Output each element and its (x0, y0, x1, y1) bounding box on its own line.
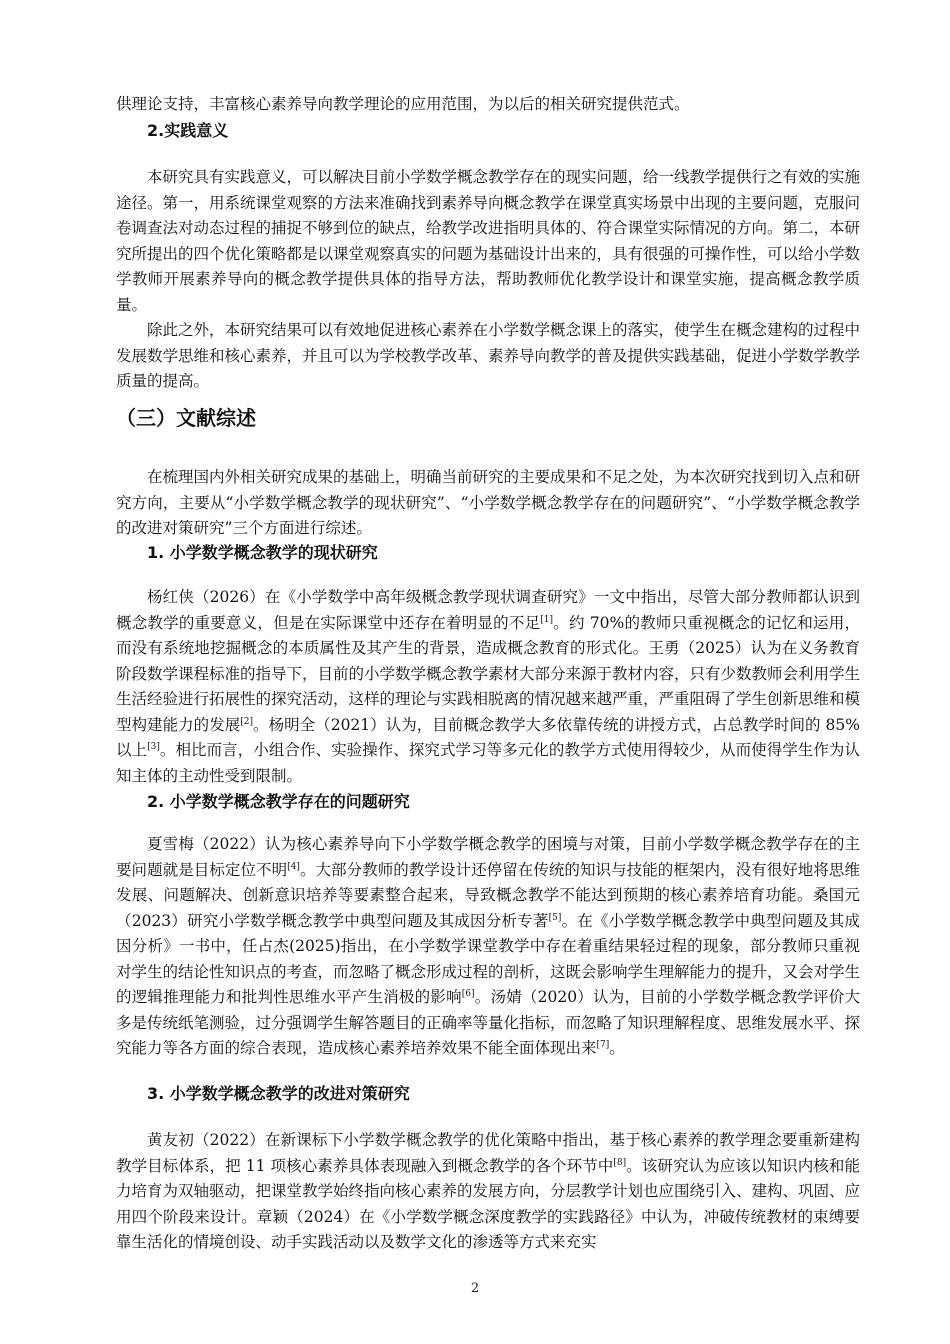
section-2-paragraph (116, 832, 860, 1062)
section-1-heading: 1. 小学数学概念教学的现状研究 (147, 543, 378, 562)
practice-paragraph-1: 本研究具有实践意义，可以解决目前小学数学概念教学存在的现实问题，给一线教学提供行之有效的实施途径。第一，用系统课堂观察的方法来准确找到素养导向概念教学在课堂真实场景中出现的主要问题，克服问卷调查法对动态过程的捕捉不够到位的缺点，给教学改进指明具体的、符合课堂实际情况的方向。第二，本研究所提出的四个优化策略都是以课堂观察真实的问题为基础设计出来的，具有很强的可操作性，可以给小学数学教师开展素养导向的概念教学提供具体的指导方法，帮助教师优化教学设计和课堂实施，提高概念教学质量。 (116, 168, 861, 314)
section-2-text-b: 。大部分教师的教学设计还停留在传统的知识与技能的框架内，没有很好地将思维发展、问题解决、创新意识培养等要素整合起来，导致概念教学不能达到预期的核心素养培育功能。桑国元（2023）研究小学数学概念教学中典型问题及其成因分析专著 (116, 860, 860, 930)
section-1-text-a: 杨红侠（2026）在《小学数学中高年级概念教学现状调查研究》一文中指出，尽管大部分教师都认识到概念教学的重要意义，但是在实际课堂中还存在着明显的不足 (116, 588, 860, 632)
page-number: 2 (470, 1281, 480, 1296)
section-3-paragraph (116, 1128, 860, 1256)
citation-8: [8] (613, 1157, 627, 1168)
section-1-paragraph (116, 585, 860, 789)
practice-heading: 2.实践意义 (147, 121, 229, 140)
review-intro-paragraph: 在梳理国内外相关研究成果的基础上，明确当前研究的主要成果和不足之处，为本次研究找到切入点和研究方向，主要从“小学数学概念教学的现状研究”、“小学数学概念教学存在的问题研究”、“小学数学概念教学的改进对策研究”三个方面进行综述。 (116, 468, 861, 537)
section-3-text-b: 。该研究认为应该以知识内核和能力培育为双轴驱动，把课堂教学始终指向核心素养的发展方向，分层教学计划也应围绕引入、建构、巩固、应用四个阶段来设计。章颖（2024）在《小学数学概念深度教学的实践路径》中认为，冲破传统教材的束缚要靠生活化的情境创设、动手实践活动以及数学文化的渗透等方式来充实 (116, 1156, 861, 1251)
citation-6: [6] (461, 989, 475, 999)
intro-paragraph-tail: 供理论支持，丰富核心素养导向教学理论的应用范围，为以后的相关研究提供范式。 (116, 95, 690, 113)
section-2-heading: 2. 小学数学概念教学存在的问题研究 (147, 792, 410, 811)
citation-3: [3] (147, 742, 160, 752)
section-2-text-d: 。汤婧（2020）认为，目前的小学数学概念教学评价大多是传统纸笔测验，过分强调学生解答题目的正确率等量化指标，而忽略了知识理解程度、思维发展水平、探究能力等各方面的综合表现，造成核心素养培养效果不能全面体现出来 (116, 988, 861, 1057)
section-2-text-a: 夏雪梅（2022）认为核心素养导向下小学数学概念教学的困境与对策，目前小学数学概念教学存在的主要问题就是目标定位不明 (116, 835, 860, 879)
citation-5: [5] (548, 912, 562, 923)
section-1-text-c: 。杨明全（2021）认为，目前概念教学大多依靠传统的讲授方式，占总教学时间的 85%以上 (116, 715, 860, 759)
citation-7: [7] (596, 1040, 610, 1050)
section-3-text-a: 黄友初（2022）在新课标下小学数学概念教学的优化策略中指出，基于核心素养的教学理念要重新建构教学目标体系，把 11 项核心素养具体表现融入到概念教学的各个环节中 (116, 1131, 860, 1175)
citation-2: [2] (240, 716, 254, 727)
section-2-text-c: 。在《小学数学概念教学中典型问题及其成因分析》一书中，任占杰(2025)指出，在小学数学课堂教学中存在着重结果轻过程的现象，部分教师只重视对学生的结论性知识点的考查，而忽略了概念形成过程的剖析，这既会影响学生理解能力的提升，又会对学生的逻辑推理能力和批判性思维水平产生消极的影响 (116, 911, 861, 1006)
citation-4: [4] (287, 861, 300, 872)
citation-1: [1] (540, 614, 554, 625)
section-3-heading: 3. 小学数学概念教学的改进对策研究 (147, 1084, 410, 1103)
practice-paragraph-2: 除此之外，本研究结果可以有效地促进核心素养在小学数学概念课上的落实，使学生在概念建构的过程中发展数学思维和核心素养，并且可以为学校教学改革、素养导向教学的普及提供实践基础，促进小学数学教学质量的提高。 (116, 321, 861, 390)
literature-review-heading: （三）文献综述 (116, 406, 256, 430)
section-1-text-b: 。约 70%的教师只重视概念的记忆和运用，而没有系统地挖掘概念的本质属性及其产生的背景，造成概念教育的形式化。王勇（2025）认为在义务教育阶段数学课程标准的指导下，目前的小学数学概念教学素材大部分来源于教材内容，只有少数教师会利用学生生活经验进行拓展性的探究活动，这样的理论与实践相脱离的情况越来越严重，严重阻碍了学生创新思维和模型构建能力的发展 (116, 613, 861, 734)
section-2-text-e: 。 (609, 1039, 625, 1057)
section-1-text-d: 。相比而言，小组合作、实验操作、探究式学习等多元化的教学方式使用得较少，从而使得学生作为认知主体的主动性受到限制。 (116, 741, 860, 785)
